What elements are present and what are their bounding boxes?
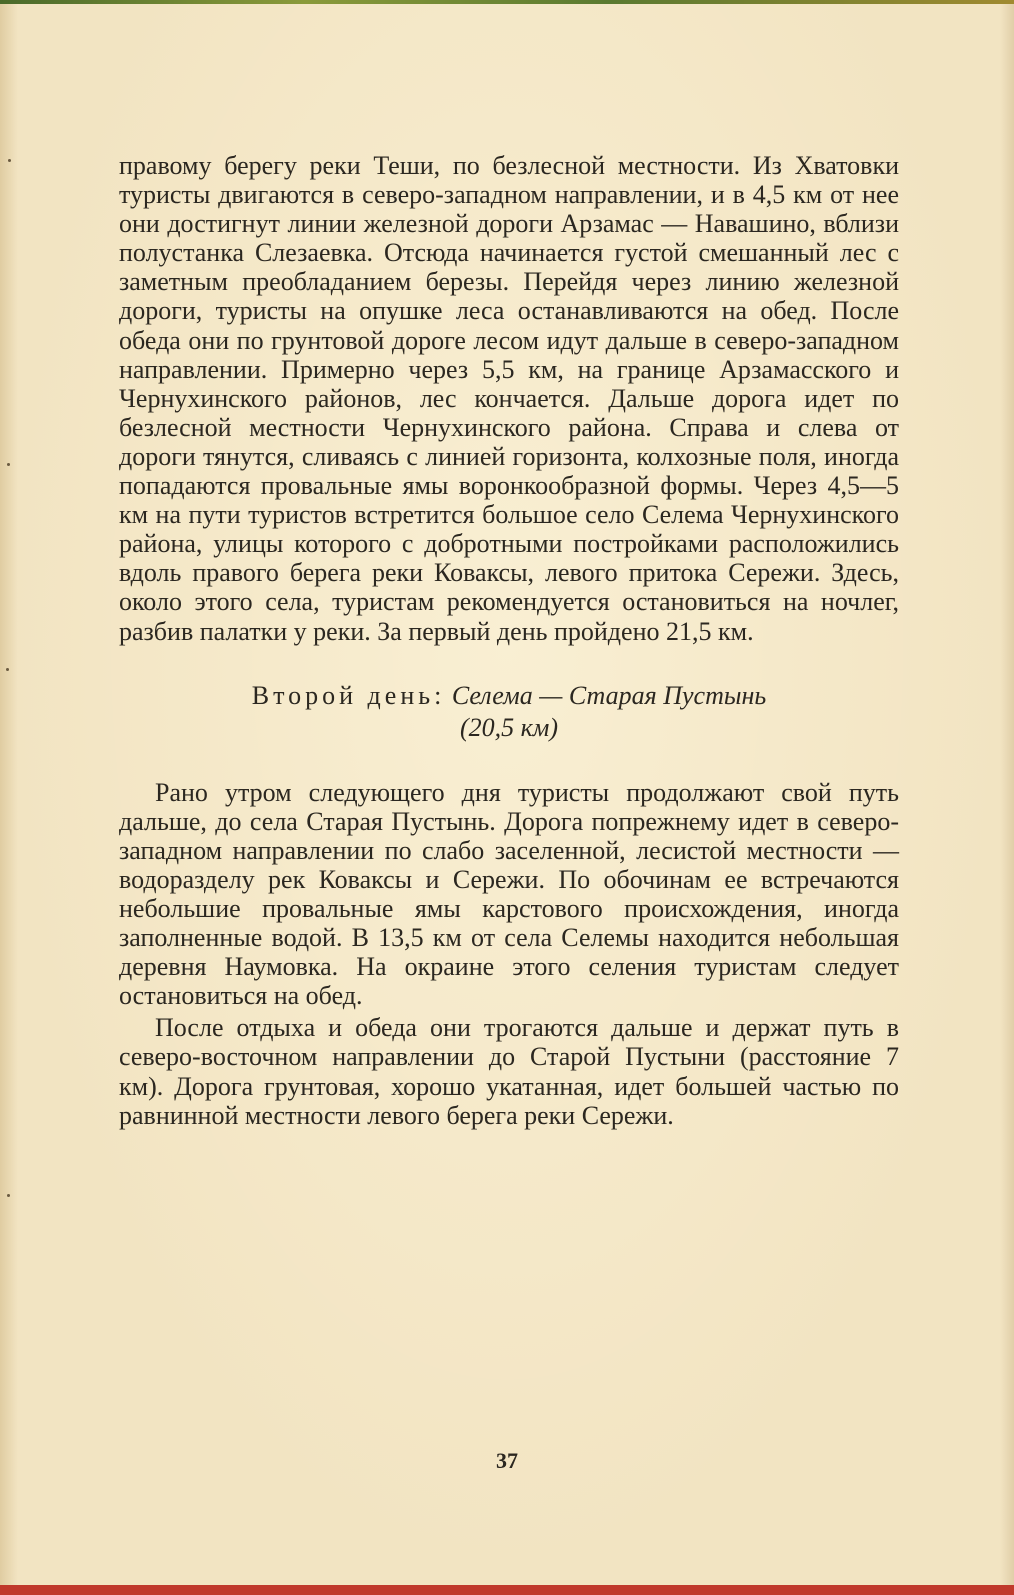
body-text <box>119 151 899 1130</box>
page-speck <box>8 159 11 162</box>
book-page <box>0 4 1014 1587</box>
section-heading-label: Второй день: <box>251 680 446 710</box>
section-heading-distance: (20,5 км) <box>459 712 559 742</box>
page-speck <box>7 1194 10 1197</box>
section-heading <box>119 680 899 744</box>
page-number: 37 <box>496 1448 518 1473</box>
paragraph: После отдыха и обеда они трогаются дальше и держат путь в северо-восточном направлении до Старой Пустыни (расстояние 7 км). Дорога грунтовая, хорошо укатанная, идет большей частью по равнинной местности левого берега реки Сережи. <box>119 1013 899 1130</box>
section-heading-route: Селема — Старая Пустынь <box>451 680 767 710</box>
paragraph: Рано утром следующего дня туристы продолжают свой путь дальше, до села Старая Пустынь. Дорога попрежнему идет в северо-западном направлении по слабо заселенной, лесистой местности — водоразделу рек Коваксы и Сережи. По обочинам ее встречаются небольшие провальные ямы карстового происхождения, иногда заполненные водой. В 13,5 км от села Селемы находится небольшая деревня Наумовка. На окраине этого селения туристам следует остановиться на обед. <box>119 777 899 1011</box>
page-speck <box>6 668 9 671</box>
page-speck <box>7 463 10 466</box>
paragraph: правому берегу реки Теши, по безлесной местности. Из Хватовки туристы двигаются в северо-западном направлении, и в 4,5 км от нее они достигнут линии железной дороги Арзамас — Навашино, вблизи полустанка Слезаевка. Отсюда начинается густой смешанный лес с заметным преобладанием березы. Перейдя через линию железной дороги, туристы на опушке леса останавливаются на обед. После обеда они по грунтовой дороге лесом идут дальше в северо-западном направлении. Примерно через 5,5 км, на границе Арзамасского и Чернухинского районов, лес кончается. Дальше дорога идет по безлесной местности Чернухинского района. Справа и слева от дороги тянутся, сливаясь с линией горизонта, колхозные поля, иногда попадаются провальные ямы воронкообразной формы. Через 4,5—5 км на пути туристов встретится большое село Селема Чернухинского района, улицы которого с добротными постройками расположились вдоль правого берега реки Коваксы, левого притока Сережи. Здесь, около этого села, туристам рекомендуется остановиться на ночлег, разбив палатки у реки. За первый день пройдено 21,5 км. <box>119 151 899 646</box>
cover-edge <box>0 1585 1014 1595</box>
